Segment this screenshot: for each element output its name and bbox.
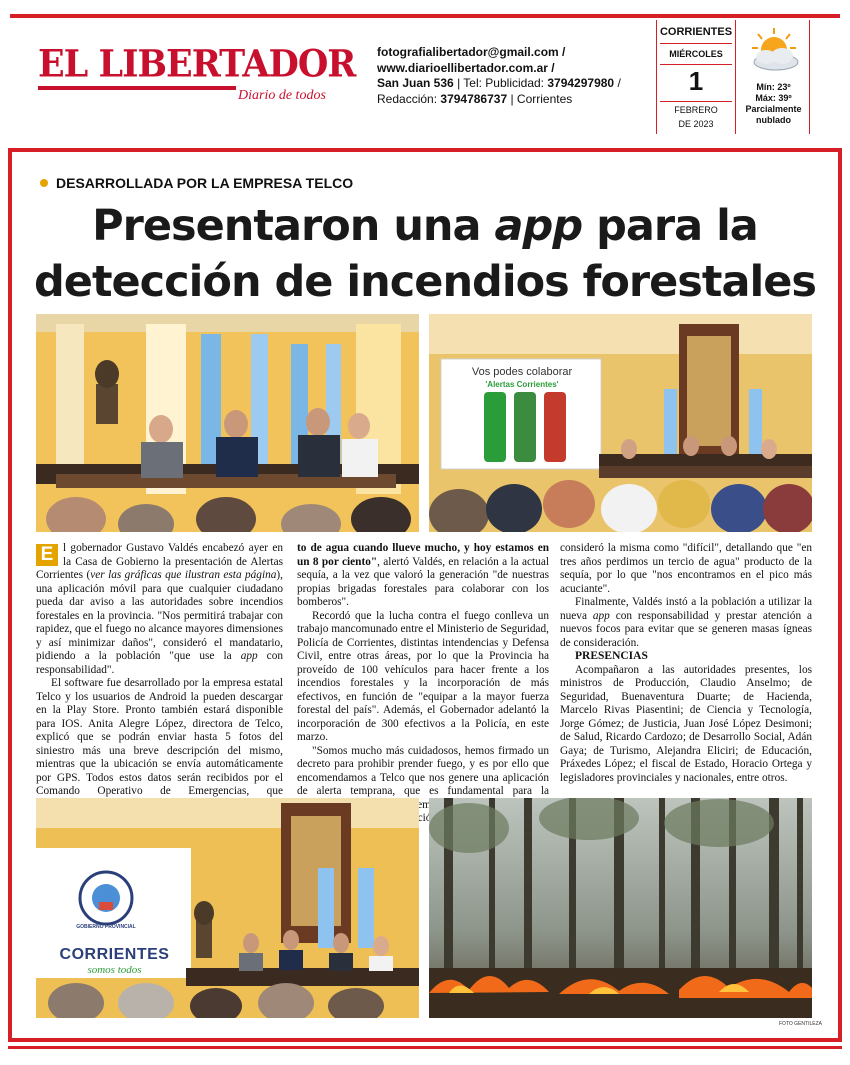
bottom-red-rule	[8, 1046, 842, 1049]
paragraph-text: con responsabilidad".	[36, 650, 283, 676]
section-subhead: PRESENCIAS	[575, 650, 648, 662]
screen-caption-line2: 'Alertas Corrientes'	[485, 380, 559, 389]
drop-cap: E	[36, 544, 58, 566]
date-divider	[660, 43, 732, 44]
bullet-icon	[40, 179, 48, 187]
headline-part: para la	[582, 201, 758, 251]
temperature-min: Mín: 23º	[756, 82, 791, 92]
newspaper-logo[interactable]	[38, 42, 356, 103]
paragraph-text: Finalmente, Valdés instó a la población a utilizar la nueva	[560, 596, 812, 622]
contact-address: San Juan 536	[377, 76, 454, 90]
date-box	[656, 20, 736, 134]
paragraph: Acompañaron a las autoridades presentes, los ministros de Producción, Claudio Anselmo; de Seguridad, Buenaventura Duarte; de Hacienda, Marcelo Rivas Piasentini; de Ciencia y Tecnología, Jorge Gómez; de Justicia, Juan José López Desimoni; de Salud, Ricardo Cardozo; de Desarrollo Social, Adán Gaya; de Turismo, Alejandra Eliciri; de Educación, Práxedes López; el fiscal de Estado, Horacio Ortega y legisladores provinciales y nacionales, entre otros.	[560, 663, 812, 784]
photo-credit: FOTO GENTILEZA	[779, 1021, 822, 1027]
newsroom-label: Redacción:	[377, 91, 438, 106]
partly-cloudy-icon	[744, 26, 804, 74]
weather-description-line1: Parcialmente	[745, 104, 802, 114]
date-city: CORRIENTES	[659, 26, 733, 38]
paragraph: El software fue desarrollado por la empresa estatal Telco y los usuarios de Android la pueden descargar en la Play Store. Pronto también estará disponible para IOS. Anita Alegre López, directora de Telco, explicó que se podrán enviar hasta 5 fotos del siniestro más una breve descripción del mismo, mientras que la ubicación se envía automáticamente por GPS. Todos estos datos serán recibidos por el Comando Operativo de Emergencias, que	[36, 677, 283, 797]
phone-separator: /	[617, 76, 621, 90]
photo-corrientes-banner[interactable]	[36, 798, 419, 1018]
paragraph-text: , alertó Valdés, en relación a la actual sequía, a la vez que valoró la generación "de nuestras propias brigadas forestales para colaborar con los bomberos".	[297, 555, 549, 608]
newsroom-phone: 3794786737	[440, 91, 508, 106]
date-divider	[660, 101, 732, 102]
article-column-3	[560, 542, 812, 785]
date-day: 1	[688, 66, 704, 96]
photo-app-presentation[interactable]	[429, 314, 812, 532]
weather-box	[738, 20, 810, 134]
paragraph: consideró la misma como "difícil", detallando que "en tres años perdimos un tercio de agua" producto de la sequía, por lo que "nos encontramos en el pico más acuciante".	[560, 542, 812, 595]
paragraph-italic: app	[592, 609, 610, 622]
paragraph-text: ), una aplicación móvil para que cualquier ciudadano pueda dar aviso a las autoridades sobre incendios forestales en la provincia. "Nos permitirá trabajar con rapidez, que el fuego no alcance mayores dimensiones y así minimizar daños", consideró el mandatario, pidiendo a la población "que use la	[36, 569, 283, 662]
photo-forest-fire[interactable]	[429, 798, 812, 1018]
date-year: DE 2023	[678, 119, 714, 129]
paragraph-italic: ver las gráficas que ilustran esta página	[90, 569, 277, 581]
contact-website[interactable]: www.diarioellibertador.com.ar /	[377, 60, 555, 75]
paragraph: Recordó que la lucha contra el fuego conlleva un trabajo mancomunado entre el Ministerio de Seguridad, Policía de Corrientes, distintas intendencias y Defensa Civil, entre otras áreas, por lo que la Provincia ha proveído de 100 vehículos para hacer frente a los incendios forestales y la incorporación de más efectivos, en función de "equipar a la mayor fuerza forestal del país". Además, el Gobernador adelantó la incorporación de 300 efectivos a la Policía, en este marzo.	[297, 609, 549, 743]
banner-slogan: somos todos	[87, 964, 142, 976]
top-red-rule	[10, 14, 840, 18]
article-kicker	[40, 175, 353, 191]
logo-underline	[38, 86, 236, 90]
phone-label: | Tel: Publicidad:	[457, 76, 545, 90]
headline-line2: detección de incendios forestales	[34, 257, 816, 307]
paragraph-text: con responsabilidad y prestar atención a nuevos focos para evitar que se generen masas ígneas de consideración.	[560, 609, 812, 649]
contact-info	[377, 45, 647, 107]
screen-caption-line1: Vos podes colaborar	[471, 366, 573, 378]
advertising-phone: 3794297980	[547, 76, 615, 90]
contact-email[interactable]: fotografialibertador@gmail.com /	[377, 45, 566, 59]
newsroom-city: | Corrientes	[510, 91, 573, 106]
paragraph: "Somos mucho más cuidadosos, hemos firmado un decreto para prohibir prender fuego, y es por ello que encomendamos a Telco que nos genere una aplicación de alerta temprana, que es fundamental para la tenemos	[297, 744, 549, 811]
weather-description-line2: nublado	[756, 115, 791, 125]
newspaper-name: EL LIBERTADOR	[38, 42, 356, 87]
headline-app-word: app	[494, 201, 583, 251]
newspaper-tagline: Diario de todos	[238, 88, 326, 103]
headline-part: Presentaron una	[92, 201, 495, 251]
article-headline	[30, 198, 820, 310]
temperature-max: Máx: 39º	[755, 93, 792, 103]
seal-text: GOBIERNO PROVINCIAL	[76, 924, 136, 930]
kicker-text: DESARROLLADA POR LA EMPRESA TELCO	[56, 175, 354, 191]
date-divider	[660, 64, 732, 65]
paragraph-text: l gobernador Gustavo Valdés encabezó ayer en la Casa de Gobierno la presentación de Alertas Corrientes (	[36, 542, 283, 581]
paragraph-bold: to de agua cuando llueve mucho, y hoy estamos en un 8 por ciento"	[297, 542, 549, 568]
article-column-2	[297, 542, 549, 839]
photo-officials-table[interactable]	[36, 314, 419, 532]
paragraph-italic: app	[240, 650, 258, 662]
weather-description	[738, 104, 809, 126]
date-month: FEBRERO	[674, 105, 718, 115]
banner-title: CORRIENTES	[59, 946, 170, 963]
date-weekday: MIÉRCOLES	[669, 49, 723, 59]
